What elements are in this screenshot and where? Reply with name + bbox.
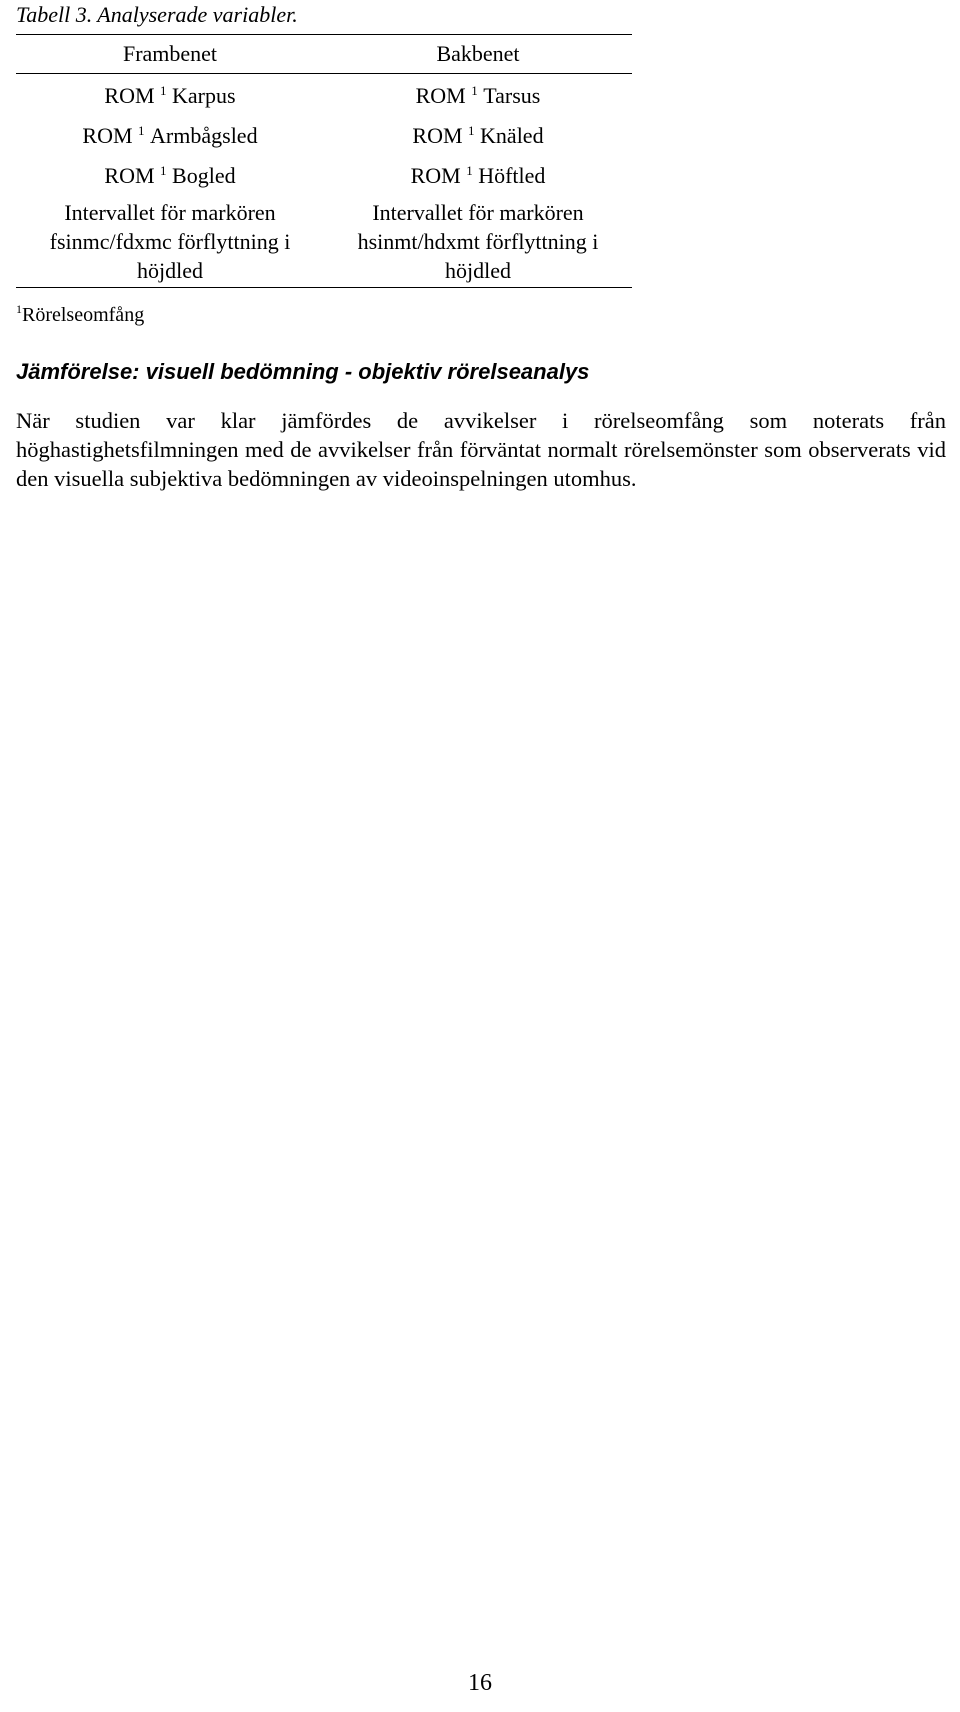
table-cell: ROM $^1$ Tarsus xyxy=(415,83,541,108)
table-row xyxy=(16,74,632,117)
table-row xyxy=(16,196,632,288)
table-cell: Intervallet för markören hsinmt/hdxmt förflyttning i höjdled xyxy=(324,196,632,288)
section-heading: Jämförelse: visuell bedömning - objektiv rörelseanalys xyxy=(16,359,590,384)
table-cell: ROM $^1$ Armbågsled xyxy=(82,123,258,148)
table-cell: ROM $^1$ Knäled xyxy=(412,123,544,148)
page-number: 16 xyxy=(468,1670,492,1696)
table-cell: ROM $^1$ Höftled xyxy=(410,163,546,188)
table-footnote: $^1$Rörelseomfång xyxy=(16,302,145,326)
body-paragraph: När studien var klar jämfördes de avvikelser i rörelseomfång som noterats från höghastighetsfilmningen med de avvikelser från förväntat normalt rörelsemönster som observerats vid den visuella subjektiva bedömningen av videoinspelningen utomhus. xyxy=(16,408,946,491)
table-cell: Intervallet för markören fsinmc/fdxmc förflyttning i höjdled xyxy=(16,196,324,288)
column-header-bakbenet: Bakbenet xyxy=(324,35,632,74)
table-row xyxy=(16,116,632,156)
table-cell: ROM $^1$ Karpus xyxy=(104,83,236,108)
table-row xyxy=(16,156,632,196)
variables-table xyxy=(16,34,632,288)
table-caption: Tabell 3. Analyserade variabler. xyxy=(16,2,298,27)
column-header-frambenet: Frambenet xyxy=(16,35,324,74)
table-cell: ROM $^1$ Bogled xyxy=(104,163,236,188)
